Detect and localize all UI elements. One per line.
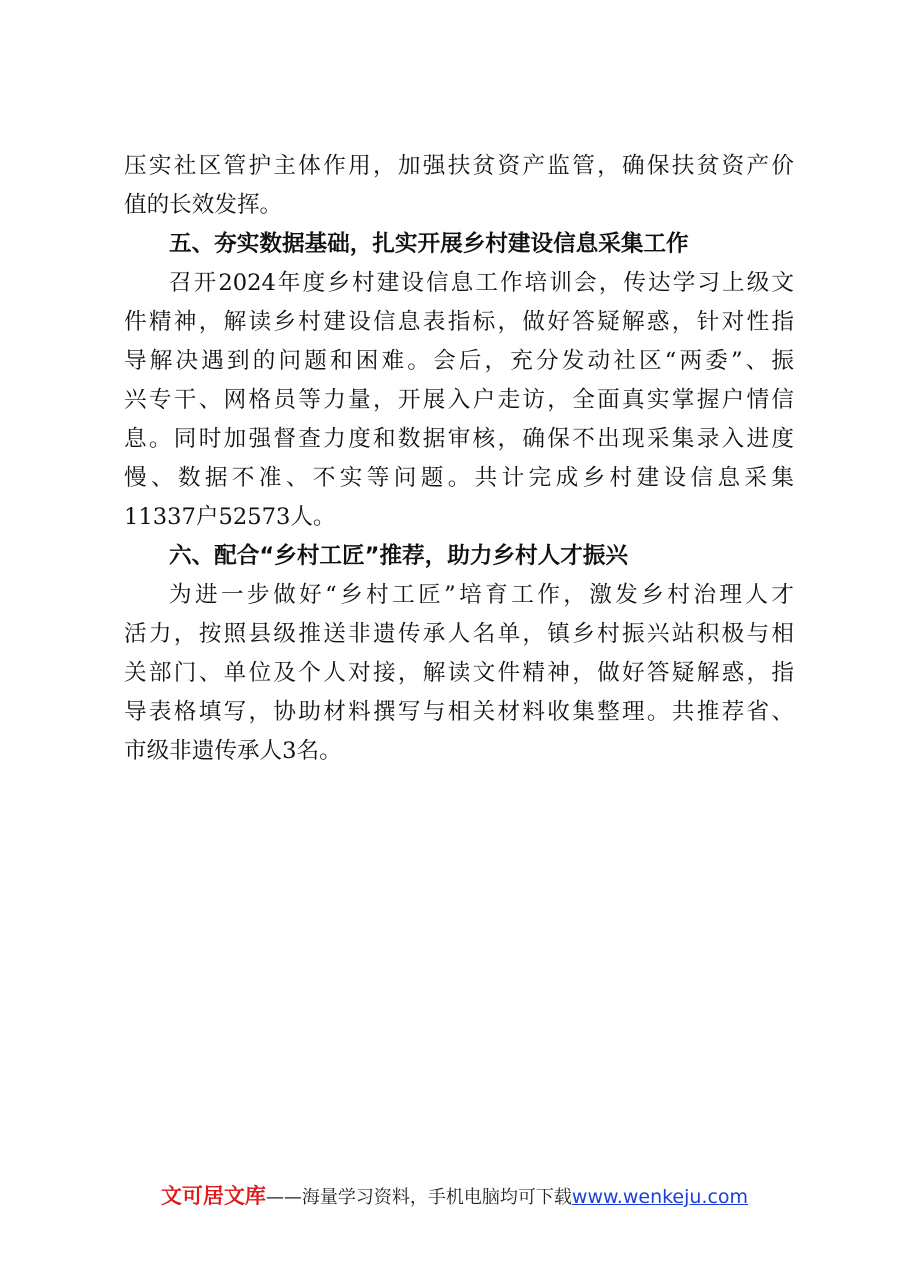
text-line: 召开2024年度乡村建设信息工作培训会，传达学习上级文 — [169, 270, 794, 296]
text-line: 值的长效发挥。 — [124, 192, 283, 218]
text-line: 为进一步做好“乡村工匠”培育工作，激发乡村治理人才 — [169, 582, 794, 608]
text-line: 压实社区管护主体作用，加强扶贫资产监管，确保扶贫资产价 — [124, 153, 794, 179]
footer-link[interactable]: www.wenkeju.com — [571, 1186, 749, 1208]
footer-tagline: ——海量学习资料，手机电脑均可下载 — [265, 1187, 572, 1208]
text-line: 关部门、单位及个人对接，解读文件精神，做好答疑解惑，指 — [124, 660, 794, 686]
text-line: 导表格填写，协助材料撰写与相关材料收集整理。共推荐省、 — [124, 699, 794, 725]
text-line: 慢、数据不准、不实等问题。共计完成乡村建设信息采集 — [124, 465, 794, 491]
section-heading-6: 六、配合“乡村工匠”推荐，助力乡村人才振兴 — [169, 543, 628, 569]
document-body — [124, 147, 794, 771]
footer-brand: 文可居文库 — [160, 1184, 266, 1208]
text-line: 11337户52573人。 — [124, 504, 336, 530]
text-line: 活力，按照县级推送非遗传承人名单，镇乡村振兴站积极与相 — [124, 621, 794, 647]
text-line: 息。同时加强督查力度和数据审核，确保不出现采集录入进度 — [124, 426, 794, 452]
section-heading-5: 五、夯实数据基础，扎实开展乡村建设信息采集工作 — [169, 231, 689, 257]
text-line: 兴专干、网格员等力量，开展入户走访，全面真实掌握户情信 — [124, 387, 794, 413]
text-line: 导解决遇到的问题和困难。会后，充分发动社区“两委”、振 — [124, 348, 794, 374]
text-line: 件精神，解读乡村建设信息表指标，做好答疑解惑，针对性指 — [124, 309, 794, 335]
text-line: 市级非遗传承人3名。 — [124, 738, 342, 764]
footer-banner — [0, 1182, 909, 1212]
